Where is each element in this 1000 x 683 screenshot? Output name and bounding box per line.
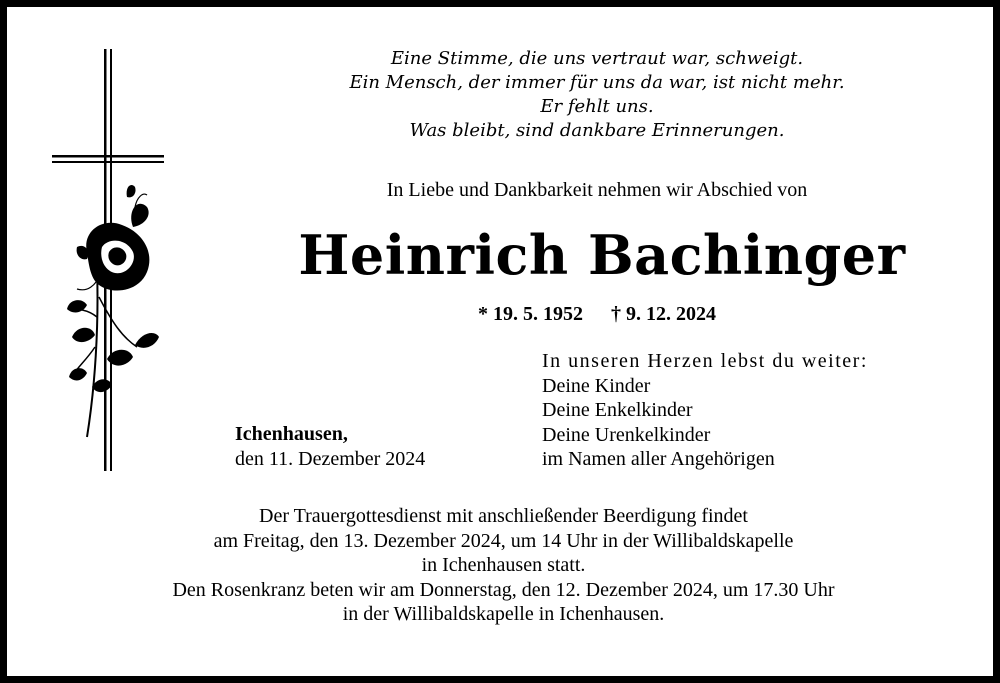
memorial-poem (247, 47, 947, 143)
place-city: Ichenhausen, (235, 423, 348, 445)
life-dates (247, 301, 947, 327)
place-and-date (235, 422, 535, 471)
mourners-heading: In unseren Herzen lebst du weiter: (542, 350, 868, 372)
service-line: Der Trauergottesdienst mit anschließender Beerdigung findet (259, 505, 748, 527)
service-line: am Freitag, den 13. Dezember 2024, um 14 Uhr in der Willibaldskapelle (213, 529, 794, 552)
deceased-name: Heinrich Bachinger (298, 223, 906, 287)
notice-date: den 11. Dezember 2024 (235, 447, 426, 470)
cross-with-rose-icon (47, 47, 177, 477)
service-line: Den Rosenkranz beten wir am Donnerstag, den 12. Dezember 2024, um 17.30 Uhr (172, 578, 835, 601)
poem-line: Ein Mensch, der immer für uns da war, ist nicht mehr. (349, 72, 845, 93)
poem-line: Eine Stimme, die uns vertraut war, schweigt. (390, 48, 804, 69)
service-line: in Ichenhausen statt. (421, 554, 586, 576)
mourners-list (542, 349, 982, 472)
service-line: in der Willibaldskapelle in Ichenhausen. (342, 603, 665, 625)
poem-line: Was bleibt, sind dankbare Erinnerungen. (409, 120, 785, 141)
farewell-intro: In Liebe und Dankbarkeit nehmen wir Abschied von (386, 179, 808, 201)
mourner-line: im Namen aller Angehörigen (542, 448, 775, 470)
birth-date: * 19. 5. 1952 (478, 303, 583, 325)
mourner-line: Deine Kinder (542, 374, 651, 397)
poem-line: Er fehlt uns. (540, 96, 654, 117)
death-date: † 9. 12. 2024 (611, 303, 716, 325)
mourner-line: Deine Enkelkinder (542, 399, 693, 421)
mourner-line: Deine Urenkelkinder (542, 423, 711, 446)
service-information (47, 504, 960, 627)
